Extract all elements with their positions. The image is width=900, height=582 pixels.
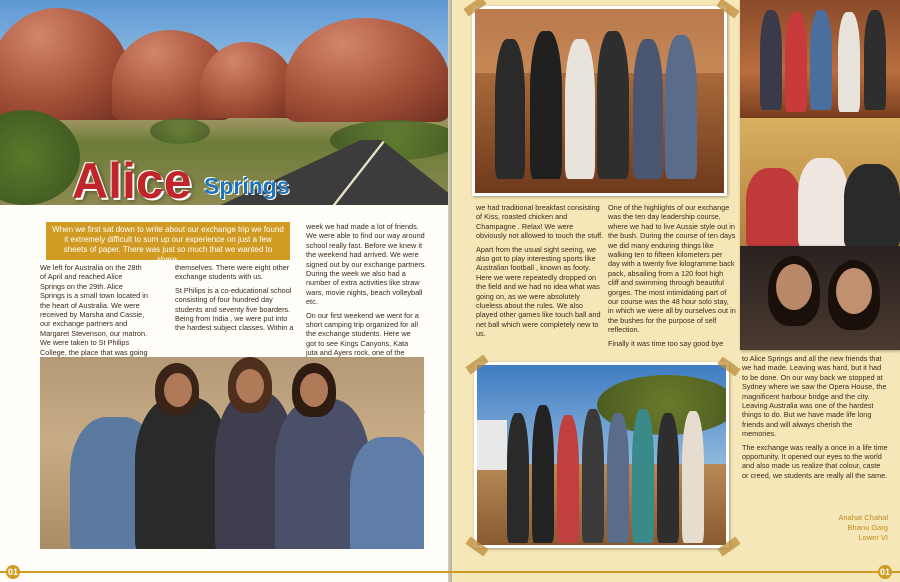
two-girls-photo: [740, 246, 900, 350]
text-column-2: [175, 263, 295, 337]
girls-outback-photo: [472, 6, 727, 196]
paragraph: week we had made a lot of friends. We were able to find our way around school really fast. Before we knew it the weekend had arrived. We were signed out by our exchange partners. During the week we also had a number of extra activities like straw wars, movie nights, beach volleyball etc.: [306, 222, 427, 307]
text-column-6: [742, 354, 888, 484]
author-signature: [792, 513, 888, 543]
three-girls-photo: [740, 118, 900, 246]
page-number-right: 01: [879, 567, 890, 577]
paragraph: St Philips is a co-educational school consisting of four hundred day students and seventy five boarders. Being from India , we were put into the hardest subject classes. Within a: [175, 285, 294, 333]
uluru-landscape-photo: [0, 0, 448, 205]
paragraph: The exchange was really a once in a life time opportunity. It opened our eyes to the world and also made us realize that colour, caste or creed, we students are really all the same.: [742, 442, 888, 480]
group-at-sign-photo: [740, 0, 900, 118]
text-column-5: [608, 203, 736, 352]
text-column-3: [306, 222, 428, 371]
bottom-rule: [0, 571, 900, 573]
paragraph: On our first weekend we went for a short camping trip organized for all the exchange students. Here we got to see Kings Canyons, Kata juta and Ayers rock, one of the: [306, 310, 419, 358]
author-name: Anahat Chahal: [838, 513, 888, 522]
paragraph: we had traditional breakfast consisting of Kiss, roasted chicken and Champagne . Relax! We were obviously not allowed to touch the stuff.: [476, 203, 604, 241]
article-title: Alice: [72, 153, 192, 205]
paragraph: Finally it was time too say good bye: [608, 338, 724, 348]
author-class: Lower VI: [858, 533, 888, 542]
group-with-bus-photo: [474, 362, 729, 548]
left-page: [0, 0, 448, 582]
students-group-photo: [40, 357, 424, 549]
page-number-left: 01: [7, 567, 18, 577]
intro-box: When we first sat down to write about our exchange trip we found it extremely difficult to sum up our experience on just a few sheets of paper. There was just so much that we wanted to share.: [46, 222, 290, 260]
text-column-4: [476, 203, 604, 343]
paragraph: One of the highlights of our exchange was the ten day leadership course, where we had to live Aussie style out in the bush. During the course of ten days we did many enduring things like walking ten to fifteen kilometers per day with a twenty five kilogramme back pack, absailing from a 120 foot high cliff and swimming through beautiful gorges. The most intimidating part of our course was the 48 hour solo stay, in which we were all by ourselves out in the bushes for the purpose of self reflection.: [608, 203, 736, 335]
article-subtitle: Springs: [204, 173, 290, 199]
paragraph: to Alice Springs and all the new friends that we had made. Leaving was hard, but it had to be done. On our way back we stopped at Sydney where we saw the Opera House, the magnificent harbour bridge and the city. Leaving Australia was one of the hardest things to do. But we have made life long friends and will always cherish the memories.: [742, 354, 887, 439]
paragraph: Apart from the usual sight seeing, we also got to play interesting sports like Australian football , known as footy. Here we were repeatedly dropped on the field and we had no idea what was going on, as we were absolutely clueless about the rules. We also played other games like touch ball and net ball which were completely new to us.: [476, 244, 601, 339]
right-page: [452, 0, 900, 582]
paragraph: themselves. There were eight other exchange students with us.: [175, 263, 290, 282]
paragraph: We left for Australia on the 28th of April and reached Alice Springs on the 29th. Alice Springs is a small town located in the heart of Australia. We were received by Marsha and Cassie, our exchange partners and Margaret Stevenson, our matron. We were taken to St Philips College, the place that was going: [40, 263, 148, 357]
author-name: Bhanu Garg: [847, 523, 888, 532]
